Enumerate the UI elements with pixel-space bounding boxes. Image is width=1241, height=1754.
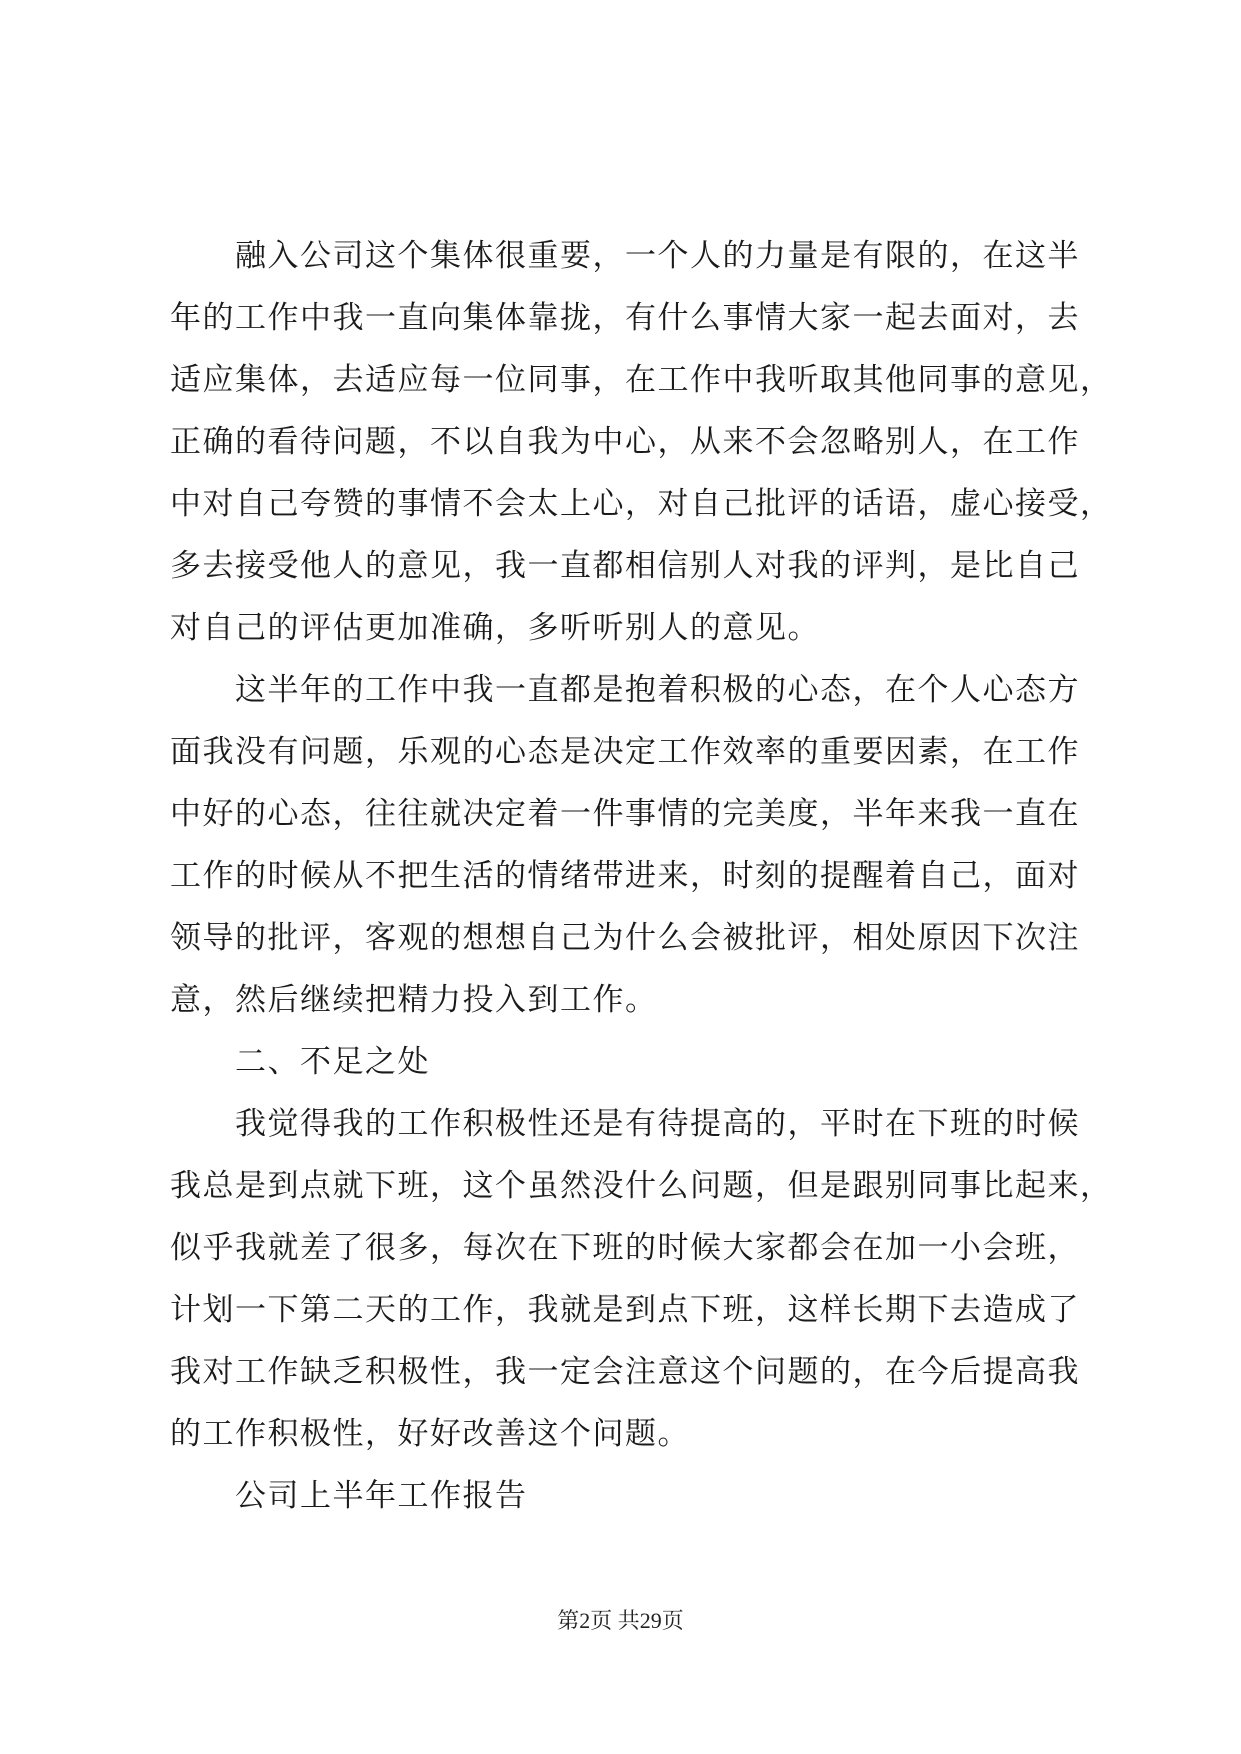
- page-number-footer: 第2页 共29页: [557, 1608, 684, 1633]
- paragraph-report-title: [170, 1465, 1075, 1527]
- text-line: 我觉得我的工作积极性还是有待提高的，平时在下班的时候: [235, 1106, 1080, 1142]
- paragraph-work-enthusiasm: [170, 1093, 1113, 1465]
- paragraph-team-integration: [170, 225, 1113, 659]
- text-line: 意，然后继续把精力投入到工作。: [170, 982, 658, 1018]
- section-heading-shortcomings: [170, 1031, 1075, 1093]
- text-line: 对自己的评估更加准确，多听听别人的意见。: [170, 610, 820, 646]
- text-line: 面我没有问题，乐观的心态是决定工作效率的重要因素，在工作: [170, 734, 1080, 770]
- text-line: 我总是到点就下班，这个虽然没什么问题，但是跟别同事比起来，: [170, 1168, 1113, 1204]
- text-line: 年的工作中我一直向集体靠拢，有什么事情大家一起去面对，去: [170, 300, 1080, 336]
- text-line: 中好的心态，往往就决定着一件事情的完美度，半年来我一直在: [170, 796, 1080, 832]
- text-line: 融入公司这个集体很重要，一个人的力量是有限的，在这半: [235, 238, 1080, 274]
- text-line: 适应集体，去适应每一位同事，在工作中我听取其他同事的意见，: [170, 362, 1113, 398]
- text-line: 的工作积极性，好好改善这个问题。: [170, 1416, 690, 1452]
- text-line: 这半年的工作中我一直都是抱着积极的心态，在个人心态方: [235, 672, 1080, 708]
- text-line: 我对工作缺乏积极性，我一定会注意这个问题的，在今后提高我: [170, 1354, 1080, 1390]
- report-title: 公司上半年工作报告: [235, 1478, 528, 1514]
- text-line: 领导的批评，客观的想想自己为什么会被批评，相处原因下次注: [170, 920, 1080, 956]
- text-line: 中对自己夸赞的事情不会太上心，对自己批评的话语，虚心接受，: [170, 486, 1113, 522]
- text-line: 计划一下第二天的工作，我就是到点下班，这样长期下去造成了: [170, 1292, 1080, 1328]
- document-body: [170, 225, 1113, 1527]
- text-line: 正确的看待问题，不以自我为中心，从来不会忽略别人，在工作: [170, 424, 1080, 460]
- section-heading: 二、不足之处: [235, 1044, 430, 1080]
- text-line: 似乎我就差了很多，每次在下班的时候大家都会在加一小会班，: [170, 1230, 1080, 1266]
- text-line: 工作的时候从不把生活的情绪带进来，时刻的提醒着自己，面对: [170, 858, 1080, 894]
- paragraph-positive-attitude: [170, 659, 1080, 1031]
- text-line: 多去接受他人的意见，我一直都相信别人对我的评判，是比自己: [170, 548, 1080, 584]
